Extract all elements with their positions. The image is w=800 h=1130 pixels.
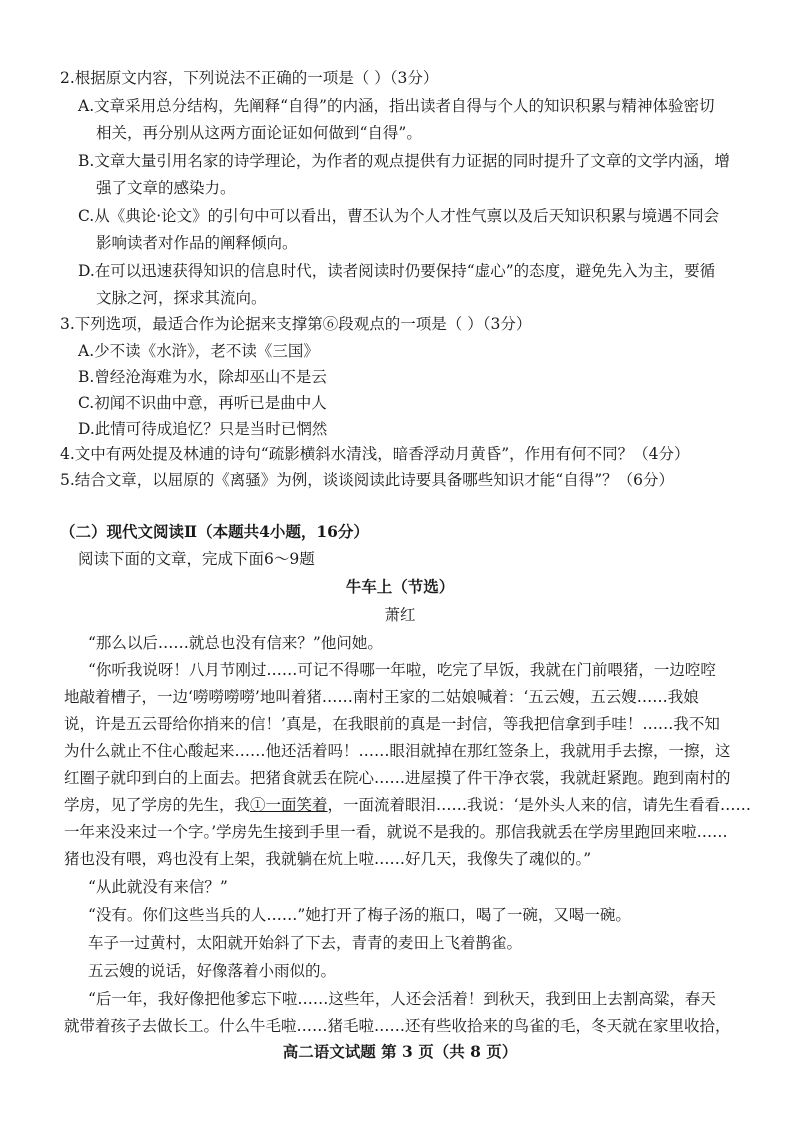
question-2-option-c-line2: 影响读者对作品的阐释倾向。 bbox=[96, 234, 298, 252]
line6-part-a: 学房，见了学房的先生，我 bbox=[64, 796, 251, 814]
passage-paragraph-2-line8: 猪也没有喂，鸡也没有上架，我就躺在炕上啦……好几天，我像失了魂似的。” bbox=[64, 850, 592, 868]
passage-paragraph-2-line5: 红圈子就印到白的上面去。把猪食就丢在院心……进屋摸了件干净衣裳，我就赶紧跑。跑到南村的 bbox=[64, 769, 731, 787]
question-3-option-b: B.曾经沧海难为水，除却巫山不是云 bbox=[78, 368, 327, 386]
passage-paragraph-1: “那么以后……就总也没有信来？”他问她。 bbox=[88, 634, 383, 652]
question-2-option-b-line2: 强了文章的感染力。 bbox=[96, 179, 236, 197]
passage-paragraph-3: “从此就没有来信？” bbox=[88, 878, 228, 896]
passage-paragraph-2-line6 bbox=[64, 794, 751, 816]
question-3-stem: 3.下列选项，最适合作为论据来支撑第⑥段观点的一项是（ ）（3分） bbox=[60, 315, 532, 333]
question-2-option-a-line1: A.文章采用总分结构，先阐释“自得”的内涵，指出读者自得与个人的知识积累与精神体验密切 bbox=[78, 97, 715, 115]
question-3-option-a: A.少不读《水浒》，老不读《三国》 bbox=[78, 342, 319, 360]
passage-paragraph-4: “没有。你们这些当兵的人……”她打开了梅子汤的瓶口，喝了一碗，又喝一碗。 bbox=[88, 906, 631, 924]
passage-paragraph-2-line7: 一年来没来过一个字。’学房先生接到手里一看，就说不是我的。那信我就丢在学房里跑回来啦…… bbox=[64, 823, 728, 841]
passage-paragraph-2-line1: “你听我说呀！八月节刚过……可记不得哪一年啦，吃完了早饭，我就在门前喂猪，一边啌啌 bbox=[88, 661, 716, 679]
question-2-option-b-line1: B.文章大量引用名家的诗学理论，为作者的观点提供有力证据的同时提升了文章的文学内涵，增 bbox=[78, 152, 730, 170]
question-2-option-d-line2: 文脉之河，探求其流向。 bbox=[96, 289, 267, 307]
page-footer: 高二语文试题 第 3 页（共 8 页） bbox=[282, 1042, 518, 1061]
question-4: 4.文中有两处提及林逋的诗句“疏影横斜水清浅，暗香浮动月黄昏”，作用有何不同？（4分） bbox=[60, 445, 690, 463]
passage-title: 牛车上（节选） bbox=[345, 577, 455, 596]
question-5: 5.结合文章，以屈原的《离骚》为例，谈谈阅读此诗要具备哪些知识才能“自得”？（6分） bbox=[60, 471, 675, 489]
section-2-heading: （二）现代文阅读Ⅱ（本题共4小题，16分） bbox=[60, 522, 369, 541]
passage-paragraph-6: 五云嫂的说话，好像落着小雨似的。 bbox=[88, 962, 337, 980]
passage-paragraph-7-line1: “后一年，我好像把他爹忘下啦……这些年，人还会活着！到秋天，我到田上去割高粱，春天 bbox=[88, 990, 716, 1008]
question-3-option-d: D.此情可待成追忆？只是当时已惘然 bbox=[78, 420, 328, 438]
line6-part-c: ，一面流着眼泪……我说：‘是外头人来的信，请先生看看…… bbox=[327, 796, 751, 814]
question-2-stem: 2.根据原文内容，下列说法不正确的一项是（ ）（3分） bbox=[60, 69, 439, 87]
underlined-phrase-1: ①一面笑着 bbox=[250, 796, 328, 814]
question-2-option-a-line2: 相关，再分别从这两方面论证如何做到“自得”。 bbox=[96, 124, 422, 142]
passage-paragraph-2-line2: 地敲着槽子，一边‘嘮嘮嘮嘮’地叫着猪……南村王家的二姑娘喊着：‘五云嫂，五云嫂……我娘 bbox=[64, 688, 699, 706]
passage-paragraph-5: 车子一过黄村，太阳就开始斜了下去，青青的麦田上飞着鹊雀。 bbox=[88, 934, 523, 952]
passage-paragraph-7-line2: 就带着孩子去做长工。什么牛毛啦……猪毛啦……还有些收拾来的鸟雀的毛，冬天就在家里收拾， bbox=[64, 1017, 731, 1035]
passage-paragraph-2-line3: 说，许是五云哥给你捎来的信！’真是，在我眼前的真是一封信，等我把信拿到手哇！……我不知 bbox=[64, 715, 720, 733]
passage-author: 萧红 bbox=[384, 606, 416, 624]
question-2-option-c-line1: C.从《典论·论文》的引句中可以看出，曹丕认为个人才性气禀以及后天知识积累与境遇不同会 bbox=[78, 207, 720, 225]
passage-paragraph-2-line4: 为什么就止不住心酸起来……他还活着吗！……眼泪就掉在那红签条上，我就用手去擦，一擦，这 bbox=[64, 742, 731, 760]
section-2-instruction: 阅读下面的文章，完成下面6～9题 bbox=[78, 550, 315, 568]
question-3-option-c: C.初闻不识曲中意，再听已是曲中人 bbox=[78, 394, 327, 412]
question-2-option-d-line1: D.在可以迅速获得知识的信息时代，读者阅读时仍要保持“虚心”的态度，避免先入为主，要循 bbox=[78, 262, 716, 280]
